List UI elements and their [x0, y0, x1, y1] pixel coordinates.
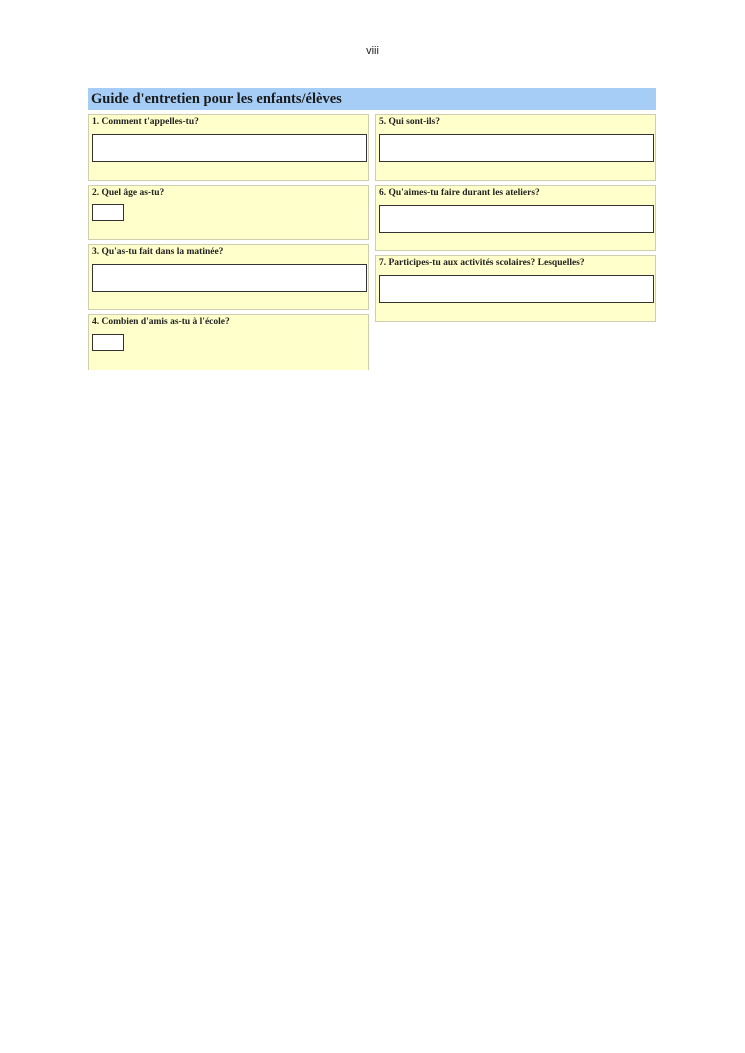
question-2-label: 2. Quel âge as-tu?: [92, 188, 165, 198]
question-7-label: 7. Participes-tu aux activités scolaires? Lesquelles?: [379, 258, 585, 268]
question-4-answer-field[interactable]: [92, 334, 124, 351]
question-2-answer-field[interactable]: [92, 204, 124, 221]
question-2-box: [88, 185, 369, 240]
question-4-label: 4. Combien d'amis as-tu à l'école?: [92, 317, 230, 327]
question-1-label: 1. Comment t'appelles-tu?: [92, 117, 199, 127]
question-5-box: [375, 114, 656, 181]
page-number: viii: [366, 45, 379, 57]
question-7-box: [375, 255, 656, 322]
question-1-answer-field[interactable]: [92, 134, 367, 162]
question-7-answer-field[interactable]: [379, 275, 654, 303]
question-6-answer-field[interactable]: [379, 205, 654, 233]
question-1-box: [88, 114, 369, 181]
question-4-box: [88, 314, 369, 370]
question-5-label: 5. Qui sont-ils?: [379, 117, 440, 127]
question-5-answer-field[interactable]: [379, 134, 654, 162]
question-3-answer-field[interactable]: [92, 264, 367, 292]
form-title: Guide d'entretien pour les enfants/élèves: [88, 88, 656, 110]
question-6-box: [375, 185, 656, 251]
question-3-label: 3. Qu'as-tu fait dans la matinée?: [92, 247, 224, 257]
question-3-box: [88, 244, 369, 310]
question-6-label: 6. Qu'aimes-tu faire durant les ateliers?: [379, 188, 540, 198]
